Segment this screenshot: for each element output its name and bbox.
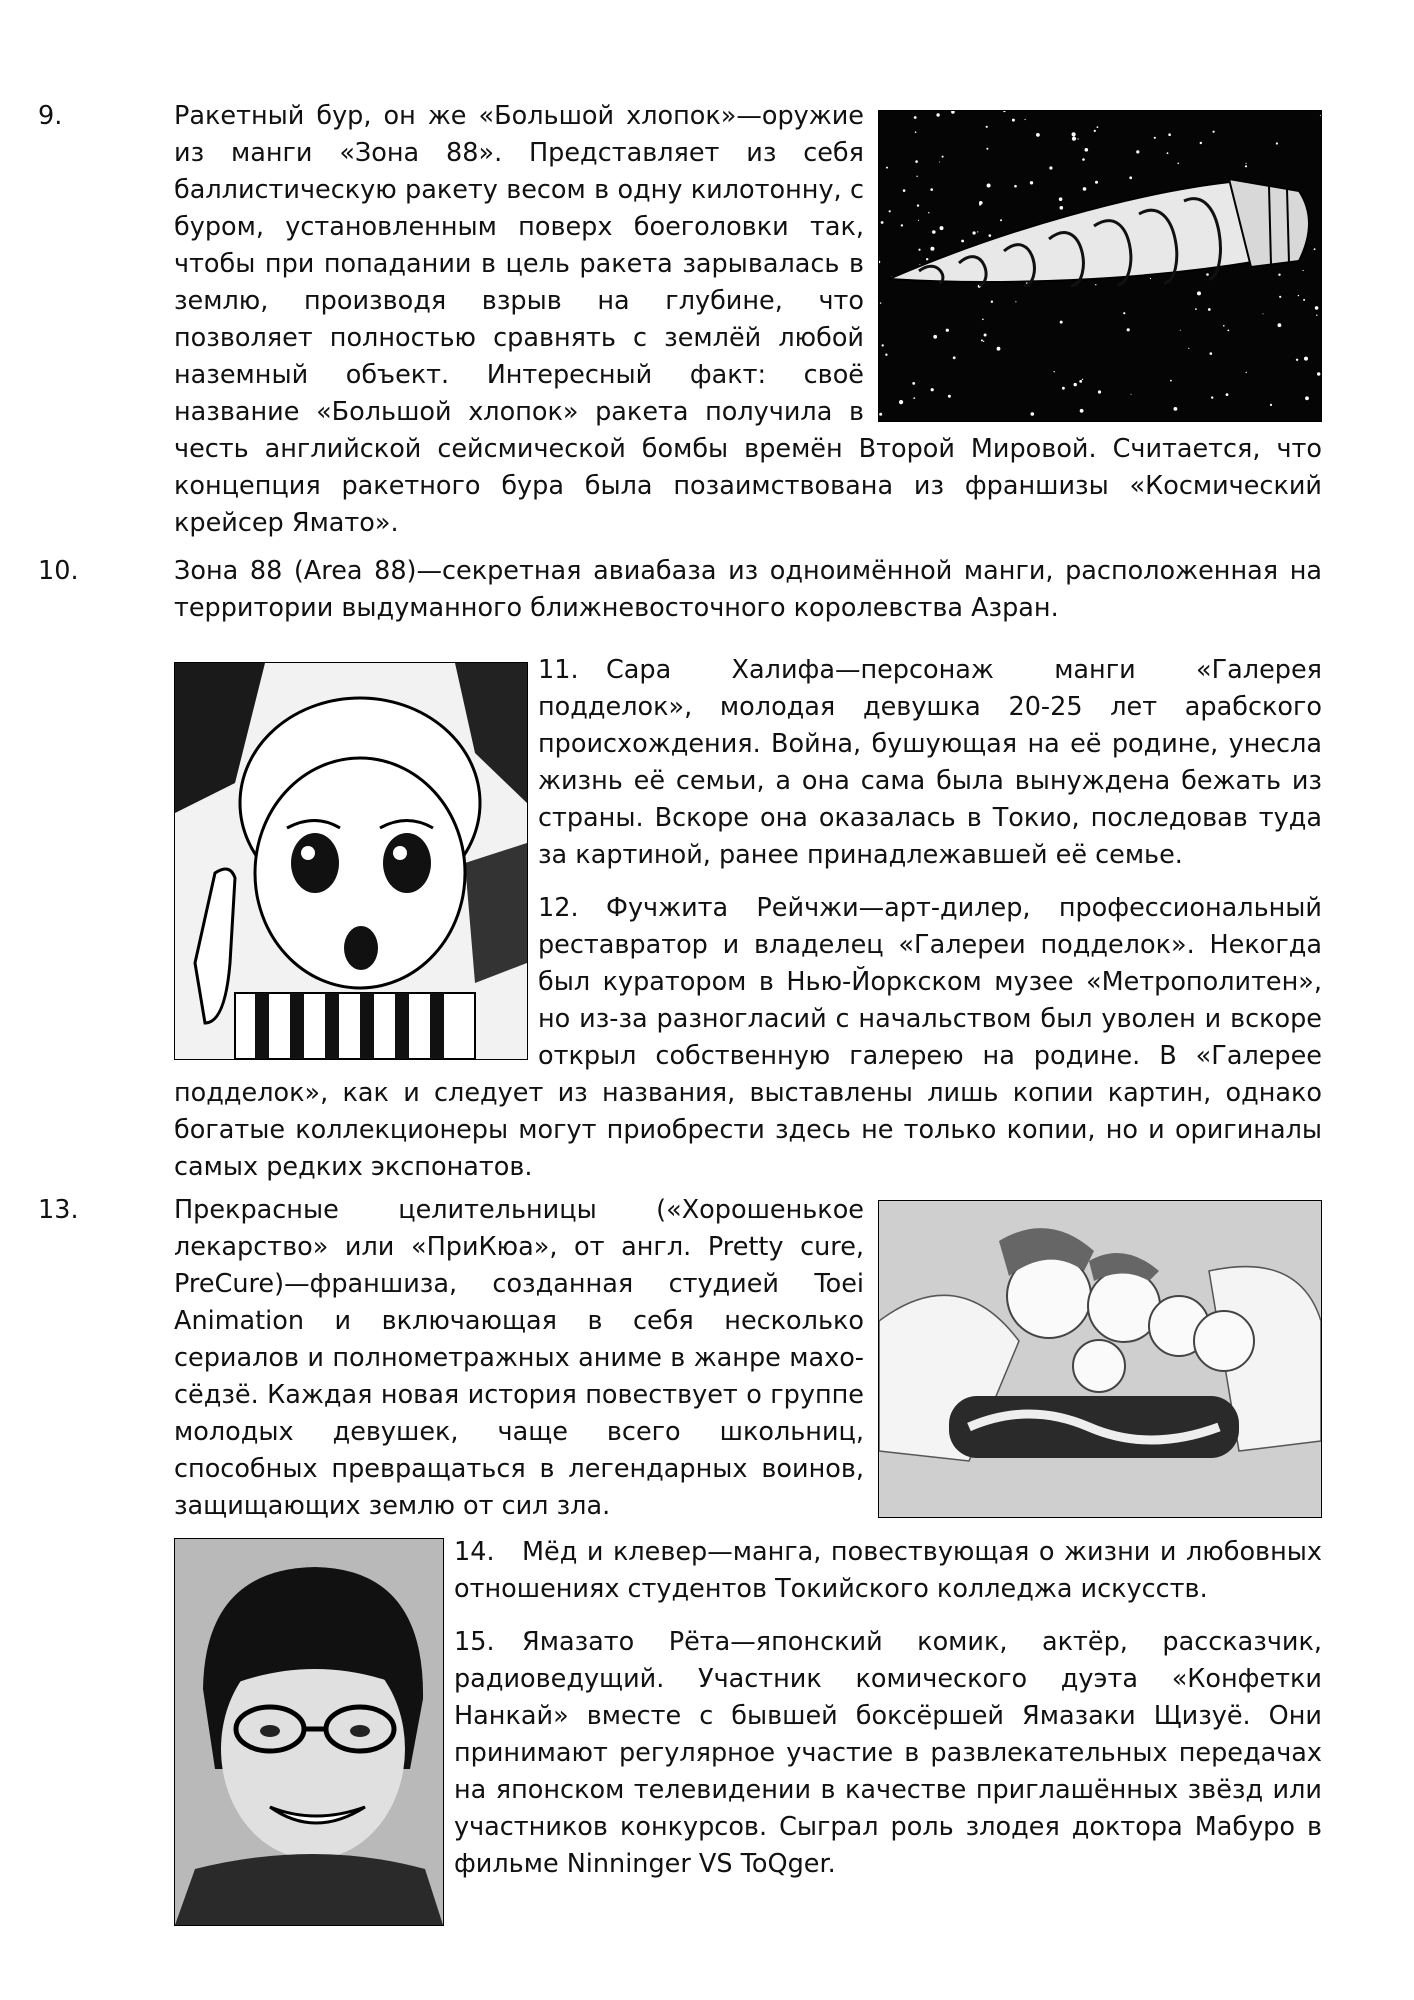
footnote-14-number: 14. [454, 1537, 495, 1567]
footnote-15-text: Ямазато Рёта—японский комик, актёр, рассказчик, радиоведущий. Участник комического дуэта «Конфетки Нанкай» вместе с бывшей боксёршей Ямазаки Щизуё. Они принимают регулярное участие в развлекательных передачах на японском телевидении в качестве приглашённых звёзд или участников конкурсов. Сыграл роль злодея доктора Мабуро в фильме Ninninger VS ToQger. [454, 1627, 1322, 1879]
footnote-9-number: 9. [38, 101, 63, 131]
footnote-14-text: Мёд и клевер—манга, повествующая о жизни и любовных отношениях студентов Токийского колледжа искусств. [454, 1537, 1322, 1604]
pretty-cure-cover-image [878, 1200, 1322, 1518]
footnote-10-number: 10. [38, 556, 79, 586]
footnote-10 [0, 553, 1414, 627]
footnote-10-text: Зона 88 (Area 88)—секретная авиабаза из одноимённой манги, расположенная на территории выдуманного ближневосточного королевства Азран. [174, 556, 1322, 623]
footnote-15-number: 15. [454, 1627, 495, 1657]
footnote-12-number: 12. [538, 893, 579, 923]
missile-drill-illustration [878, 110, 1322, 422]
footnote-11-text: Сара Халифа—персонаж манги «Галерея подделок», молодая девушка 20-25 лет арабского происхождения. Война, бушующая на её родине, унесла жизнь её семьи, а она сама была вынуждена бежать из страны. Вскоре она оказалась в Токио, последовав туда за картиной, ранее принадлежавшей её семье. [538, 655, 1322, 870]
footnotes-14-15 [0, 1534, 1414, 1926]
footnote-13-number: 13. [38, 1195, 79, 1225]
footnote-9 [0, 98, 1414, 542]
sara-khalifa-manga-portrait [174, 662, 528, 1060]
ryota-yamasato-photo [174, 1538, 444, 1926]
footnote-12-text: Фучжита Рейчжи—арт-дилер, профессиональный реставратор и владелец «Галереи подделок». Некогда был куратором в Нью-Йоркском музее «Метрополитен», но из-за разногласий с начальством был уволен и вскоре открыл собственную галерею на родине. В «Галерее подделок», как и следует из названия, выставлены лишь копии картин, однако богатые коллекционеры могут приобрести здесь не только копии, но и оригиналы самых редких экспонатов. [174, 893, 1322, 1182]
footnotes-11-12 [0, 652, 1414, 1186]
footnote-11-number: 11. [538, 655, 579, 685]
footnote-13-text: Прекрасные целительницы («Хорошенькое лекарство» или «ПриКюа», от англ. Pretty cure, PreCure)—франшиза, созданная студией Toei Animation и включающая в себя несколько сериалов и полнометражных аниме в жанре махо-сёдзё. Каждая новая история повествует о группе молодых девушек, чаще всего школьниц, способных превращаться в легендарных воинов, защищающих землю от сил зла. [174, 1195, 864, 1521]
footnote-10-paragraph [0, 553, 1414, 627]
footnote-13 [0, 1192, 1414, 1525]
footnote-9-text: Ракетный бур, он же «Большой хлопок»—оружие из манги «Зона 88». Представляет из себя баллистическую ракету весом в одну килотонну, с буром, установленным поверх боеголовки так, чтобы при попадании в цель ракета зарывалась в землю, производя взрыв на глубине, что позволяет полностью сравнять с землёй любой наземный объект. Интересный факт: своё название «Большой хлопок» ракета получила в честь английской сейсмической бомбы времён Второй Мировой. Считается, что концепция ракетного бура была позаимствована из франшизы «Космический крейсер Ямато». [174, 101, 1322, 538]
